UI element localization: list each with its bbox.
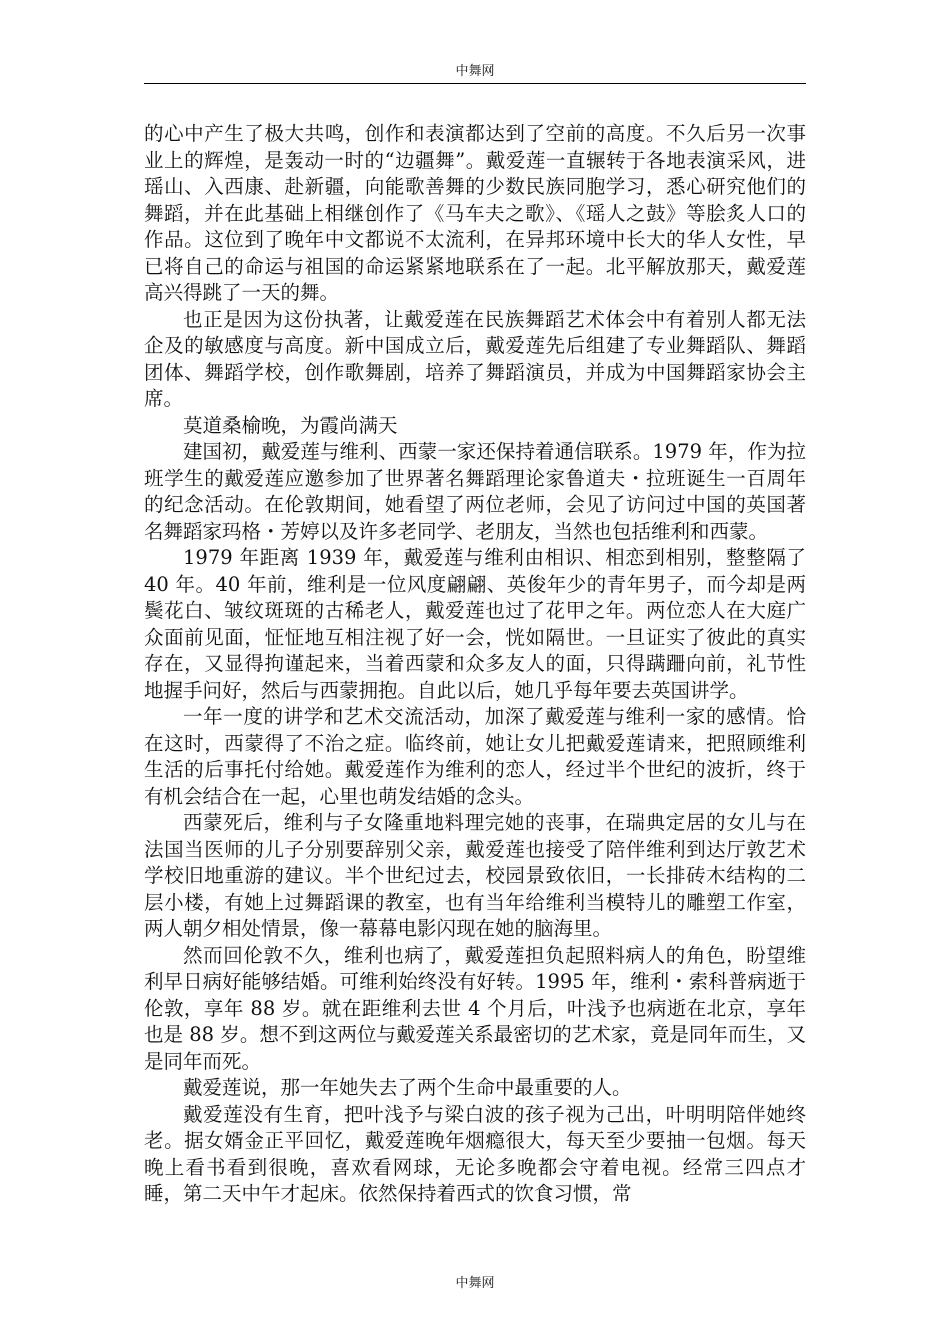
page-header: 中舞网 — [455, 64, 495, 79]
header-divider — [144, 83, 806, 84]
paragraph: 建国初，戴爱莲与维利、西蒙一家还保持着通信联系。1979 年，作为拉班学生的戴爱莲应邀参加了世界著名舞蹈理论家鲁道夫・拉班诞生一百周年的纪念活动。在伦敦期间，她看望了两位老师，会见了访问过中国的英国著名舞蹈家玛格・芳婷以及许多老同学、老朋友，当然也包括维利和西蒙。 — [144, 440, 806, 543]
paragraph: 也正是因为这份执著，让戴爱莲在民族舞蹈艺术体会中有着别人都无法企及的敏感度与高度。新中国成立后，戴爱莲先后组建了专业舞蹈队、舞蹈团体、舞蹈学校，创作歌舞剧，培养了舞蹈演员，并成为中国舞蹈家协会主席。 — [144, 307, 806, 410]
paragraph: 西蒙死后，维利与子女隆重地料理完她的丧事，在瑞典定居的女儿与在法国当医师的儿子分别要辞别父亲，戴爱莲也接受了陪伴维利到达厅敦艺术学校旧地重游的建议。半个世纪过去，校园景致依旧，一长排砖木结构的二层小楼，有她上过舞蹈课的教室，也有当年给维利当模特儿的雕塑工作室，两人朝夕相处情景，像一幕幕电影闪现在她的脑海里。 — [144, 811, 806, 940]
paragraph: 的心中产生了极大共鸣，创作和表演都达到了空前的高度。不久后另一次事业上的辉煌，是轰动一时的“边疆舞”。戴爱莲一直辗转于各地表演采风，进瑶山、入西康、赴新疆，向能歌善舞的少数民族同胞学习，悉心研究他们的舞蹈，并在此基础上相继创作了《马车夫之歌》、《瑶人之鼓》等脍炙人口的作品。这位到了晚年中文都说不太流利，在异邦环境中长大的华人女性，早已将自己的命运与祖国的命运紧紧地联系在了一起。北平解放那天，戴爱莲高兴得跳了一天的舞。 — [144, 122, 806, 304]
paragraph: 1979 年距离 1939 年，戴爱莲与维利由相识、相恋到相别，整整隔了 40 年。40 年前，维利是一位风度翩翩、英俊年少的青年男子，而今却是两鬓花白、皱纹斑斑的古稀老人，戴爱莲也过了花甲之年。两位恋人在大庭广众面前见面，怔怔地互相注视了好一会，恍如隔世。一旦证实了彼此的真实存在，又显得拘谨起来，当着西蒙和众多友人的面，只得蹒跚向前，礼节性地握手问好，然后与西蒙拥抱。自此以后，她几乎每年要去英国讲学。 — [144, 546, 806, 702]
page-footer: 中舞网 — [455, 1276, 495, 1291]
article-body — [144, 121, 806, 1208]
paragraph: 然而回伦敦不久，维利也病了，戴爱莲担负起照料病人的角色，盼望维利早日病好能够结婚。可维利始终没有好转。1995 年，维利・索科普病逝于伦敦，享年 88 岁。就在距维利去世 4 个月后，叶浅予也病逝在北京，享年也是 88 岁。想不到这两位与戴爱莲关系最密切的艺术家，竟是同年而生，又是同年而死。 — [144, 943, 806, 1073]
paragraph: 戴爱莲没有生育，把叶浅予与梁白波的孩子视为己出，叶明明陪伴她终老。据女婿金正平回忆，戴爱莲晚年烟瘾很大，每天至少要抽一包烟。每天晚上看书看到很晚，喜欢看网球，无论多晚都会守着电视。经常三四点才睡，第二天中午才起床。依然保持着西式的饮食习惯，常 — [144, 1102, 806, 1205]
paragraph: 一年一度的讲学和艺术交流活动，加深了戴爱莲与维利一家的感情。恰在这时，西蒙得了不治之症。临终前，她让女儿把戴爱莲请来，把照顾维利生活的后事托付给她。戴爱莲作为维利的恋人，经过半个世纪的波折，终于有机会结合在一起，心里也萌发结婚的念头。 — [144, 705, 806, 808]
paragraph: 戴爱莲说，那一年她失去了两个生命中最重要的人。 — [183, 1076, 632, 1099]
section-heading: 莫道桑榆晚，为霞尚满天 — [183, 413, 398, 437]
